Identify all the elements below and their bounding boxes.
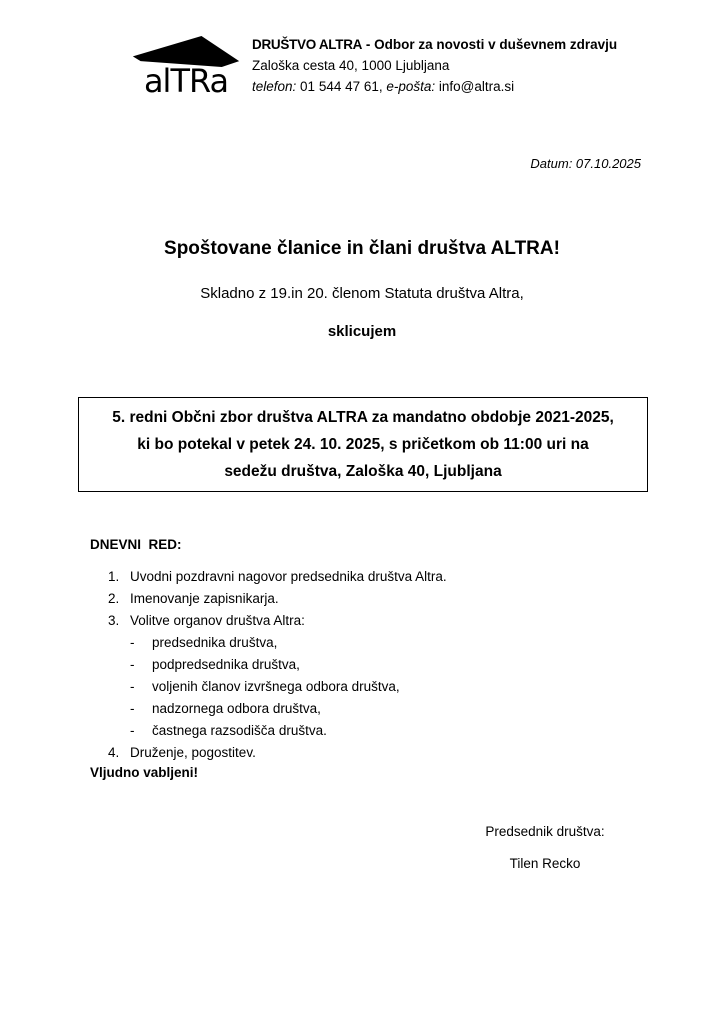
phone-label: telefon: xyxy=(252,79,297,94)
agenda-subitem-text: voljenih članov izvršnega odbora društva, xyxy=(152,679,400,694)
agenda-item-number: 4. xyxy=(108,745,120,760)
notice-line-2: ki bo potekal v petek 24. 10. 2025, s pričetkom ob 11:00 uri na xyxy=(137,436,589,453)
salutation: Spoštovane članice in člani društva ALTRA! xyxy=(164,238,560,259)
agenda-subitem xyxy=(130,654,447,676)
notice-line-3: sedežu društva, Zaloška 40, Ljubljana xyxy=(224,463,502,480)
agenda-heading: DNEVNI RED: xyxy=(90,537,182,552)
signature-role: Predsednik društva: xyxy=(485,824,605,839)
agenda-item-number: 3. xyxy=(108,613,120,628)
agenda-item-text: Druženje, pogostitev. xyxy=(130,745,256,760)
phone-value: 01 544 47 61, xyxy=(296,79,387,94)
org-info xyxy=(252,30,617,97)
letterhead xyxy=(128,30,617,102)
notice-line-1: 5. redni Občni zbor društva ALTRA za mandatno obdobje 2021-2025, xyxy=(112,409,614,426)
email-value: info@altra.si xyxy=(435,79,515,94)
agenda-subitem-text: predsednika društva, xyxy=(152,635,278,650)
agenda-subitem-dash: - xyxy=(130,701,135,716)
agenda-subitem xyxy=(130,632,447,654)
agenda-item xyxy=(108,566,447,588)
agenda-subitem xyxy=(130,676,447,698)
agenda-subitem-dash: - xyxy=(130,679,135,694)
agenda-item xyxy=(108,610,447,632)
org-name: DRUŠTVO ALTRA xyxy=(252,37,363,52)
agenda-subitem-dash: - xyxy=(130,723,135,738)
altra-logo xyxy=(128,30,244,102)
org-name-line xyxy=(252,34,617,55)
agenda-subitem-text: nadzornega odbora društva, xyxy=(152,701,321,716)
email-label: e-pošta: xyxy=(386,79,436,94)
notice-box xyxy=(78,397,648,492)
agenda-item xyxy=(108,588,447,610)
agenda-item xyxy=(108,742,447,764)
agenda-subitem xyxy=(130,698,447,720)
org-address: Zaloška cesta 40, 1000 Ljubljana xyxy=(252,58,450,73)
agenda-subitem-dash: - xyxy=(130,657,135,672)
closing-line: Vljudno vabljeni! xyxy=(90,765,199,780)
signature-name: Tilen Recko xyxy=(509,856,581,871)
org-tagline: - Odbor za novosti v duševnem zdravju xyxy=(362,37,618,52)
convene-line: sklicujem xyxy=(327,323,397,340)
agenda-item-number: 1. xyxy=(108,569,120,584)
agenda-subitem-text: častnega razsodišča društva. xyxy=(152,723,327,738)
intro-line: Skladno z 19.in 20. členom Statuta društva Altra, xyxy=(200,285,524,302)
agenda-subitem-dash: - xyxy=(130,635,135,650)
org-contact-line xyxy=(252,76,617,97)
date-line: Datum: 07.10.2025 xyxy=(530,156,641,171)
agenda-item-text: Imenovanje zapisnikarja. xyxy=(130,591,279,606)
agenda-item-text: Uvodni pozdravni nagovor predsednika društva Altra. xyxy=(130,569,447,584)
agenda-list xyxy=(108,566,447,764)
agenda-subitem-text: podpredsednika društva, xyxy=(152,657,300,672)
agenda-subitem xyxy=(130,720,447,742)
logo-wordmark: alTRa xyxy=(143,62,229,101)
signature-block xyxy=(445,824,645,871)
agenda-item-number: 2. xyxy=(108,591,120,606)
agenda-item-text: Volitve organov društva Altra: xyxy=(130,613,305,628)
